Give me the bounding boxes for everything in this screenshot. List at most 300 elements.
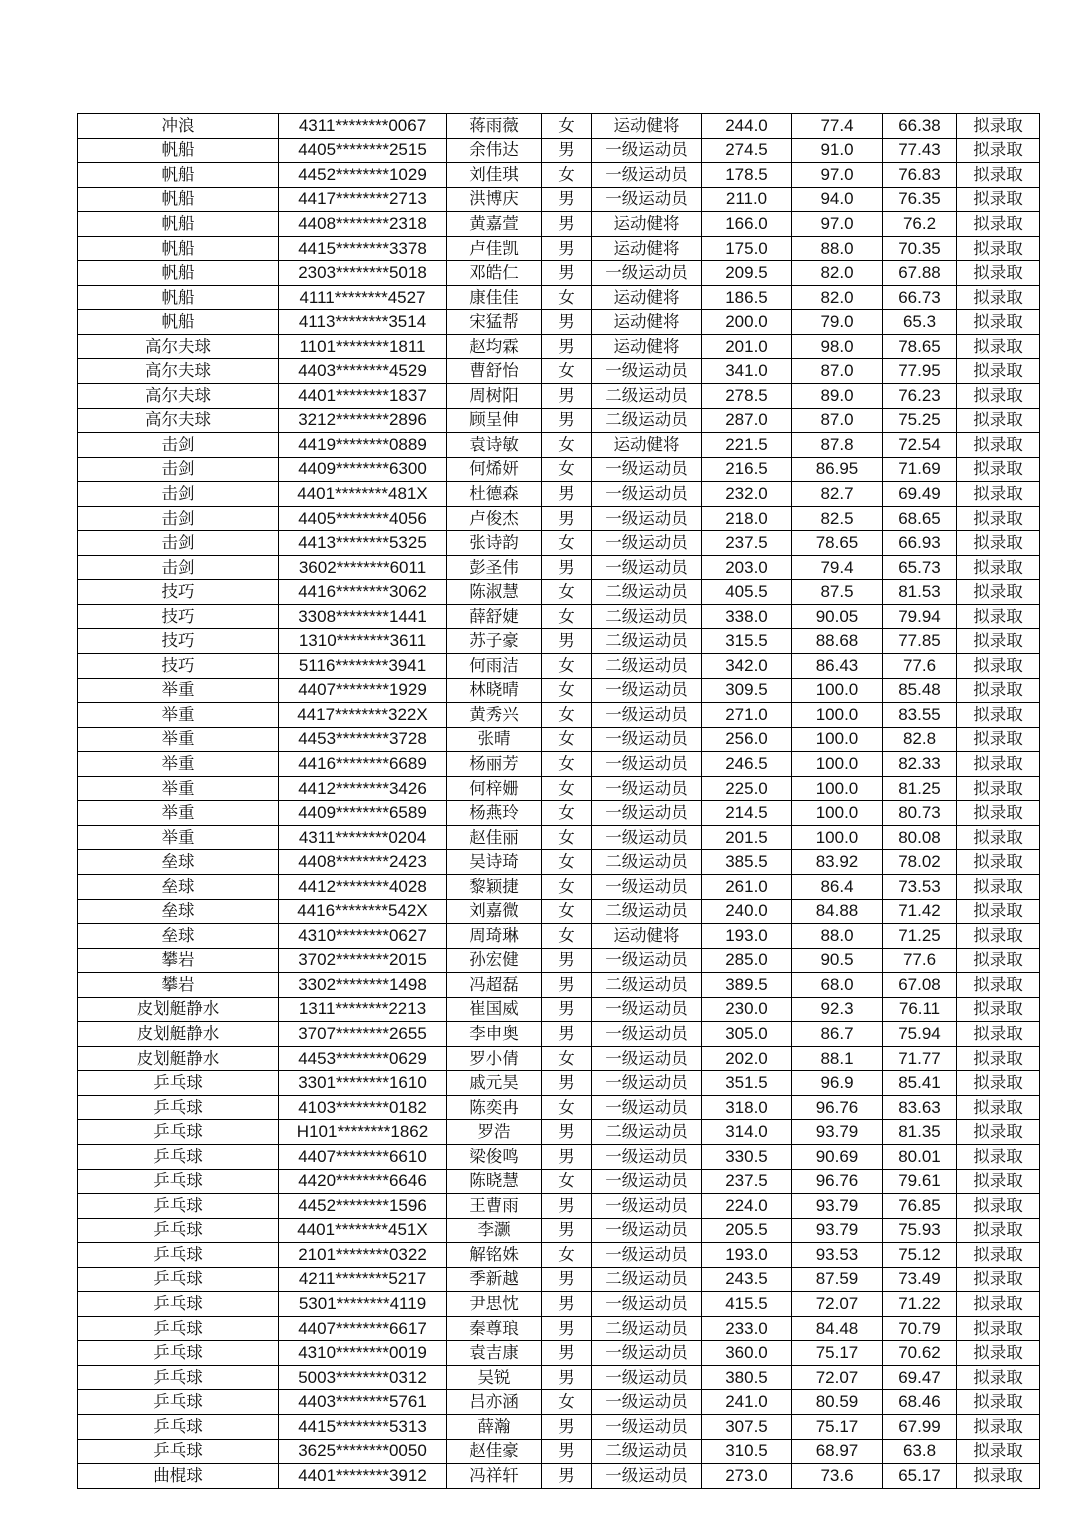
name-cell: 陈晓慧 [447, 1169, 542, 1194]
result-cell: 拟录取 [957, 531, 1040, 556]
athlete-level-cell: 一级运动员 [592, 997, 702, 1022]
table-row [78, 703, 1040, 728]
id-number-cell: 3301********1610 [279, 1071, 447, 1096]
name-cell: 季新越 [447, 1267, 542, 1292]
total-score-cell: 77.85 [883, 629, 957, 654]
table-row [78, 163, 1040, 188]
score-cell: 230.0 [702, 997, 792, 1022]
athlete-level-cell: 一级运动员 [592, 1365, 702, 1390]
table-row [78, 1144, 1040, 1169]
gender-cell: 男 [542, 1120, 592, 1145]
skill-score-cell: 93.79 [792, 1194, 883, 1219]
athlete-level-cell: 二级运动员 [592, 580, 702, 605]
score-cell: 175.0 [702, 236, 792, 261]
sport-cell: 举重 [78, 825, 279, 850]
table-row [78, 555, 1040, 580]
skill-score-cell: 98.0 [792, 334, 883, 359]
skill-score-cell: 90.5 [792, 948, 883, 973]
total-score-cell: 75.94 [883, 1022, 957, 1047]
table-row [78, 1414, 1040, 1439]
name-cell: 赵均霖 [447, 334, 542, 359]
gender-cell: 男 [542, 1341, 592, 1366]
sport-cell: 举重 [78, 727, 279, 752]
name-cell: 苏子豪 [447, 629, 542, 654]
athlete-level-cell: 二级运动员 [592, 973, 702, 998]
result-cell: 拟录取 [957, 1169, 1040, 1194]
skill-score-cell: 100.0 [792, 678, 883, 703]
score-cell: 307.5 [702, 1414, 792, 1439]
name-cell: 吴诗琦 [447, 850, 542, 875]
sport-cell: 技巧 [78, 580, 279, 605]
score-cell: 205.5 [702, 1218, 792, 1243]
sport-cell: 举重 [78, 752, 279, 777]
id-number-cell: 4405********4056 [279, 506, 447, 531]
athlete-level-cell: 一级运动员 [592, 555, 702, 580]
result-cell: 拟录取 [957, 948, 1040, 973]
gender-cell: 男 [542, 506, 592, 531]
athlete-level-cell: 一级运动员 [592, 752, 702, 777]
id-number-cell: 4415********3378 [279, 236, 447, 261]
gender-cell: 男 [542, 310, 592, 335]
score-cell: 225.0 [702, 776, 792, 801]
gender-cell: 男 [542, 334, 592, 359]
name-cell: 赵佳豪 [447, 1439, 542, 1464]
skill-score-cell: 87.0 [792, 408, 883, 433]
total-score-cell: 71.25 [883, 924, 957, 949]
id-number-cell: 4310********0019 [279, 1341, 447, 1366]
id-number-cell: 4416********6689 [279, 752, 447, 777]
athlete-level-cell: 一级运动员 [592, 1292, 702, 1317]
sport-cell: 乒乓球 [78, 1390, 279, 1415]
sport-cell: 乒乓球 [78, 1218, 279, 1243]
id-number-cell: 3707********2655 [279, 1022, 447, 1047]
score-cell: 273.0 [702, 1464, 792, 1489]
score-cell: 415.5 [702, 1292, 792, 1317]
name-cell: 曹舒怡 [447, 359, 542, 384]
table-row [78, 580, 1040, 605]
table-row [78, 997, 1040, 1022]
athlete-level-cell: 一级运动员 [592, 1144, 702, 1169]
result-cell: 拟录取 [957, 359, 1040, 384]
athlete-level-cell: 二级运动员 [592, 1316, 702, 1341]
athlete-level-cell: 二级运动员 [592, 1439, 702, 1464]
athlete-level-cell: 一级运动员 [592, 1046, 702, 1071]
gender-cell: 男 [542, 1365, 592, 1390]
score-cell: 201.5 [702, 825, 792, 850]
total-score-cell: 68.65 [883, 506, 957, 531]
result-cell: 拟录取 [957, 433, 1040, 458]
name-cell: 康佳佳 [447, 285, 542, 310]
result-cell: 拟录取 [957, 1243, 1040, 1268]
result-cell: 拟录取 [957, 138, 1040, 163]
name-cell: 薛瀚 [447, 1414, 542, 1439]
skill-score-cell: 77.4 [792, 114, 883, 139]
gender-cell: 男 [542, 236, 592, 261]
gender-cell: 女 [542, 752, 592, 777]
id-number-cell: 4405********2515 [279, 138, 447, 163]
sport-cell: 击剑 [78, 506, 279, 531]
result-cell: 拟录取 [957, 1390, 1040, 1415]
id-number-cell: 5116********3941 [279, 654, 447, 679]
id-number-cell: 4412********4028 [279, 874, 447, 899]
skill-score-cell: 82.7 [792, 482, 883, 507]
result-cell: 拟录取 [957, 506, 1040, 531]
id-number-cell: 4412********3426 [279, 776, 447, 801]
athlete-level-cell: 一级运动员 [592, 1194, 702, 1219]
gender-cell: 女 [542, 457, 592, 482]
gender-cell: 女 [542, 285, 592, 310]
table-row [78, 261, 1040, 286]
total-score-cell: 70.79 [883, 1316, 957, 1341]
total-score-cell: 81.25 [883, 776, 957, 801]
result-cell: 拟录取 [957, 1022, 1040, 1047]
total-score-cell: 75.93 [883, 1218, 957, 1243]
total-score-cell: 85.48 [883, 678, 957, 703]
id-number-cell: H101********1862 [279, 1120, 447, 1145]
score-cell: 237.5 [702, 1169, 792, 1194]
name-cell: 余伟达 [447, 138, 542, 163]
total-score-cell: 80.01 [883, 1144, 957, 1169]
table-row [78, 654, 1040, 679]
result-cell: 拟录取 [957, 1292, 1040, 1317]
total-score-cell: 76.11 [883, 997, 957, 1022]
result-cell: 拟录取 [957, 1316, 1040, 1341]
athlete-level-cell: 二级运动员 [592, 654, 702, 679]
total-score-cell: 70.62 [883, 1341, 957, 1366]
result-cell: 拟录取 [957, 1365, 1040, 1390]
id-number-cell: 4407********6610 [279, 1144, 447, 1169]
score-cell: 232.0 [702, 482, 792, 507]
athlete-level-cell: 一级运动员 [592, 1169, 702, 1194]
table-row [78, 850, 1040, 875]
result-cell: 拟录取 [957, 874, 1040, 899]
name-cell: 王曹雨 [447, 1194, 542, 1219]
name-cell: 秦尊琅 [447, 1316, 542, 1341]
total-score-cell: 63.8 [883, 1439, 957, 1464]
skill-score-cell: 100.0 [792, 776, 883, 801]
score-cell: 330.5 [702, 1144, 792, 1169]
table-row [78, 776, 1040, 801]
id-number-cell: 4415********5313 [279, 1414, 447, 1439]
athlete-level-cell: 一级运动员 [592, 1022, 702, 1047]
total-score-cell: 79.94 [883, 604, 957, 629]
athlete-level-cell: 二级运动员 [592, 899, 702, 924]
name-cell: 刘佳琪 [447, 163, 542, 188]
skill-score-cell: 82.0 [792, 285, 883, 310]
name-cell: 何烯妍 [447, 457, 542, 482]
id-number-cell: 4401********3912 [279, 1464, 447, 1489]
gender-cell: 女 [542, 1390, 592, 1415]
name-cell: 黄秀兴 [447, 703, 542, 728]
sport-cell: 乒乓球 [78, 1169, 279, 1194]
total-score-cell: 68.46 [883, 1390, 957, 1415]
id-number-cell: 2303********5018 [279, 261, 447, 286]
id-number-cell: 4409********6589 [279, 801, 447, 826]
gender-cell: 男 [542, 408, 592, 433]
athlete-level-cell: 一级运动员 [592, 1341, 702, 1366]
skill-score-cell: 88.1 [792, 1046, 883, 1071]
skill-score-cell: 90.05 [792, 604, 883, 629]
id-number-cell: 4111********4527 [279, 285, 447, 310]
skill-score-cell: 73.6 [792, 1464, 883, 1489]
id-number-cell: 4452********1596 [279, 1194, 447, 1219]
id-number-cell: 4113********3514 [279, 310, 447, 335]
table-row [78, 506, 1040, 531]
result-cell: 拟录取 [957, 310, 1040, 335]
name-cell: 吴锐 [447, 1365, 542, 1390]
sport-cell: 乒乓球 [78, 1414, 279, 1439]
name-cell: 周树阳 [447, 384, 542, 409]
table-row [78, 825, 1040, 850]
skill-score-cell: 96.76 [792, 1169, 883, 1194]
gender-cell: 男 [542, 948, 592, 973]
result-cell: 拟录取 [957, 334, 1040, 359]
gender-cell: 女 [542, 899, 592, 924]
score-cell: 233.0 [702, 1316, 792, 1341]
score-cell: 202.0 [702, 1046, 792, 1071]
gender-cell: 男 [542, 997, 592, 1022]
table-row [78, 433, 1040, 458]
athlete-level-cell: 一级运动员 [592, 727, 702, 752]
total-score-cell: 66.73 [883, 285, 957, 310]
athlete-level-cell: 运动健将 [592, 236, 702, 261]
result-cell: 拟录取 [957, 261, 1040, 286]
score-cell: 241.0 [702, 1390, 792, 1415]
skill-score-cell: 75.17 [792, 1414, 883, 1439]
result-cell: 拟录取 [957, 1046, 1040, 1071]
result-cell: 拟录取 [957, 1095, 1040, 1120]
result-cell: 拟录取 [957, 1464, 1040, 1489]
name-cell: 冯超磊 [447, 973, 542, 998]
gender-cell: 女 [542, 114, 592, 139]
sport-cell: 帆船 [78, 187, 279, 212]
gender-cell: 男 [542, 973, 592, 998]
score-cell: 287.0 [702, 408, 792, 433]
gender-cell: 女 [542, 604, 592, 629]
score-cell: 285.0 [702, 948, 792, 973]
skill-score-cell: 89.0 [792, 384, 883, 409]
result-cell: 拟录取 [957, 236, 1040, 261]
result-cell: 拟录取 [957, 1439, 1040, 1464]
total-score-cell: 76.35 [883, 187, 957, 212]
gender-cell: 男 [542, 1022, 592, 1047]
total-score-cell: 81.53 [883, 580, 957, 605]
name-cell: 尹思忱 [447, 1292, 542, 1317]
skill-score-cell: 78.65 [792, 531, 883, 556]
athlete-level-cell: 二级运动员 [592, 1267, 702, 1292]
sport-cell: 垒球 [78, 899, 279, 924]
athlete-level-cell: 一级运动员 [592, 531, 702, 556]
table-row [78, 1218, 1040, 1243]
id-number-cell: 4416********3062 [279, 580, 447, 605]
skill-score-cell: 87.0 [792, 359, 883, 384]
result-cell: 拟录取 [957, 114, 1040, 139]
gender-cell: 女 [542, 678, 592, 703]
id-number-cell: 4417********322X [279, 703, 447, 728]
gender-cell: 男 [542, 1071, 592, 1096]
gender-cell: 男 [542, 261, 592, 286]
name-cell: 陈淑慧 [447, 580, 542, 605]
sport-cell: 击剑 [78, 457, 279, 482]
skill-score-cell: 100.0 [792, 727, 883, 752]
sport-cell: 帆船 [78, 310, 279, 335]
result-cell: 拟录取 [957, 1194, 1040, 1219]
sport-cell: 曲棍球 [78, 1464, 279, 1489]
id-number-cell: 4103********0182 [279, 1095, 447, 1120]
score-cell: 214.5 [702, 801, 792, 826]
total-score-cell: 72.54 [883, 433, 957, 458]
skill-score-cell: 87.59 [792, 1267, 883, 1292]
table-row [78, 899, 1040, 924]
id-number-cell: 4401********1837 [279, 384, 447, 409]
skill-score-cell: 82.0 [792, 261, 883, 286]
skill-score-cell: 90.69 [792, 1144, 883, 1169]
skill-score-cell: 83.92 [792, 850, 883, 875]
sport-cell: 击剑 [78, 531, 279, 556]
name-cell: 袁吉康 [447, 1341, 542, 1366]
table-row [78, 1046, 1040, 1071]
athlete-level-cell: 一级运动员 [592, 1071, 702, 1096]
table-row [78, 1341, 1040, 1366]
total-score-cell: 81.35 [883, 1120, 957, 1145]
result-cell: 拟录取 [957, 629, 1040, 654]
gender-cell: 男 [542, 1292, 592, 1317]
skill-score-cell: 92.3 [792, 997, 883, 1022]
table-row [78, 531, 1040, 556]
table-row [78, 138, 1040, 163]
sport-cell: 帆船 [78, 212, 279, 237]
score-cell: 342.0 [702, 654, 792, 679]
id-number-cell: 4420********6646 [279, 1169, 447, 1194]
gender-cell: 男 [542, 1218, 592, 1243]
skill-score-cell: 84.48 [792, 1316, 883, 1341]
table-row [78, 1365, 1040, 1390]
score-cell: 360.0 [702, 1341, 792, 1366]
id-number-cell: 4403********5761 [279, 1390, 447, 1415]
id-number-cell: 4413********5325 [279, 531, 447, 556]
sport-cell: 攀岩 [78, 948, 279, 973]
gender-cell: 女 [542, 163, 592, 188]
sport-cell: 高尔夫球 [78, 384, 279, 409]
athlete-level-cell: 运动健将 [592, 334, 702, 359]
name-cell: 卢俊杰 [447, 506, 542, 531]
sport-cell: 乒乓球 [78, 1243, 279, 1268]
table-row [78, 1071, 1040, 1096]
skill-score-cell: 86.7 [792, 1022, 883, 1047]
id-number-cell: 3702********2015 [279, 948, 447, 973]
sport-cell: 举重 [78, 678, 279, 703]
sport-cell: 举重 [78, 703, 279, 728]
score-cell: 243.5 [702, 1267, 792, 1292]
table-row [78, 678, 1040, 703]
table-row [78, 1120, 1040, 1145]
sport-cell: 乒乓球 [78, 1439, 279, 1464]
score-cell: 309.5 [702, 678, 792, 703]
result-cell: 拟录取 [957, 604, 1040, 629]
result-cell: 拟录取 [957, 776, 1040, 801]
skill-score-cell: 91.0 [792, 138, 883, 163]
total-score-cell: 66.38 [883, 114, 957, 139]
sport-cell: 技巧 [78, 654, 279, 679]
sport-cell: 帆船 [78, 285, 279, 310]
id-number-cell: 5003********0312 [279, 1365, 447, 1390]
skill-score-cell: 75.17 [792, 1341, 883, 1366]
score-cell: 351.5 [702, 1071, 792, 1096]
score-cell: 200.0 [702, 310, 792, 335]
score-cell: 221.5 [702, 433, 792, 458]
gender-cell: 女 [542, 924, 592, 949]
score-cell: 178.5 [702, 163, 792, 188]
athlete-level-cell: 二级运动员 [592, 384, 702, 409]
score-cell: 318.0 [702, 1095, 792, 1120]
athlete-level-cell: 一级运动员 [592, 261, 702, 286]
total-score-cell: 73.53 [883, 874, 957, 899]
skill-score-cell: 87.5 [792, 580, 883, 605]
skill-score-cell: 88.0 [792, 924, 883, 949]
result-cell: 拟录取 [957, 973, 1040, 998]
score-cell: 338.0 [702, 604, 792, 629]
name-cell: 黎颖捷 [447, 874, 542, 899]
skill-score-cell: 100.0 [792, 703, 883, 728]
athlete-level-cell: 二级运动员 [592, 629, 702, 654]
sport-cell: 皮划艇静水 [78, 1022, 279, 1047]
score-cell: 271.0 [702, 703, 792, 728]
name-cell: 梁俊鸣 [447, 1144, 542, 1169]
sport-cell: 乒乓球 [78, 1095, 279, 1120]
athlete-level-cell: 一级运动员 [592, 187, 702, 212]
result-cell: 拟录取 [957, 1071, 1040, 1096]
sport-cell: 技巧 [78, 604, 279, 629]
table-row [78, 801, 1040, 826]
admission-table [77, 113, 1040, 1489]
name-cell: 陈奕冉 [447, 1095, 542, 1120]
sport-cell: 乒乓球 [78, 1341, 279, 1366]
result-cell: 拟录取 [957, 703, 1040, 728]
score-cell: 244.0 [702, 114, 792, 139]
sport-cell: 帆船 [78, 261, 279, 286]
score-cell: 201.0 [702, 334, 792, 359]
total-score-cell: 65.73 [883, 555, 957, 580]
sport-cell: 帆船 [78, 138, 279, 163]
name-cell: 杨丽芳 [447, 752, 542, 777]
id-number-cell: 5301********4119 [279, 1292, 447, 1317]
score-cell: 405.5 [702, 580, 792, 605]
name-cell: 吕亦涵 [447, 1390, 542, 1415]
id-number-cell: 4416********542X [279, 899, 447, 924]
total-score-cell: 75.12 [883, 1243, 957, 1268]
skill-score-cell: 96.9 [792, 1071, 883, 1096]
result-cell: 拟录取 [957, 212, 1040, 237]
score-cell: 380.5 [702, 1365, 792, 1390]
name-cell: 彭圣伟 [447, 555, 542, 580]
result-cell: 拟录取 [957, 825, 1040, 850]
table-row [78, 727, 1040, 752]
sport-cell: 击剑 [78, 482, 279, 507]
athlete-level-cell: 运动健将 [592, 310, 702, 335]
total-score-cell: 83.63 [883, 1095, 957, 1120]
gender-cell: 女 [542, 359, 592, 384]
sport-cell: 垒球 [78, 850, 279, 875]
sport-cell: 举重 [78, 776, 279, 801]
total-score-cell: 85.41 [883, 1071, 957, 1096]
skill-score-cell: 94.0 [792, 187, 883, 212]
total-score-cell: 75.25 [883, 408, 957, 433]
skill-score-cell: 79.0 [792, 310, 883, 335]
skill-score-cell: 100.0 [792, 825, 883, 850]
score-cell: 310.5 [702, 1439, 792, 1464]
total-score-cell: 67.08 [883, 973, 957, 998]
skill-score-cell: 93.79 [792, 1218, 883, 1243]
